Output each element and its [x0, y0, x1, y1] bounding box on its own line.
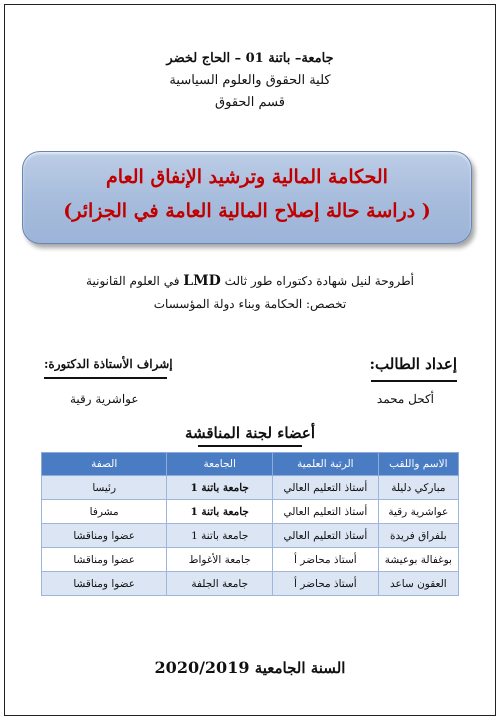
thesis-title-line1: الحكامة المالية وترشيد الإنفاق العام — [106, 166, 388, 188]
supervisor-label: إشراف الأستاذة الدكتورة: — [44, 357, 173, 371]
member-role: عضوا ومناقشا — [42, 524, 167, 548]
member-rank: أستاذ التعليم العالي — [273, 500, 379, 524]
member-rank: أستاذ محاضر أ — [273, 572, 379, 596]
academic-year-label: السنة الجامعية — [254, 659, 346, 677]
header-name: الاسم واللقب — [378, 453, 458, 476]
member-rank: أستاذ محاضر أ — [273, 548, 379, 572]
department-name: قسم الحقوق — [215, 95, 285, 110]
header-university: الجامعة — [167, 453, 273, 476]
table-row — [42, 476, 459, 500]
supervisor-label-underline — [44, 377, 167, 379]
thesis-title-line2: ( دراسة حالة إصلاح المالية العامة في الجزائر) — [63, 200, 431, 222]
supervisor-name: عواشرية رقية — [70, 392, 139, 406]
faculty-name: كلية الحقوق والعلوم السياسية — [169, 73, 331, 88]
table-row — [42, 548, 459, 572]
member-name: بلفراق فريدة — [378, 524, 458, 548]
member-university: جامعة باتنة 1 — [167, 500, 273, 524]
member-university: جامعة باتنة 1 — [167, 476, 273, 500]
university-name: جامعة– باتنة 01 – الحاج لخضر — [166, 51, 334, 66]
committee-table — [41, 452, 459, 596]
member-rank: أستاذ التعليم العالي — [273, 476, 379, 500]
header-role: الصفة — [42, 453, 167, 476]
academic-year-value: 2020/2019 — [154, 658, 250, 677]
table-row — [42, 572, 459, 596]
title-box — [22, 151, 472, 244]
committee-heading-underline — [198, 445, 302, 447]
member-role: عضوا ومناقشا — [42, 548, 167, 572]
header-rank: الرتبة العلمية — [273, 453, 379, 476]
member-university: جامعة الأغواط — [167, 548, 273, 572]
table-row — [42, 500, 459, 524]
specialty-line: تخصص: الحكامة وبناء دولة المؤسسات — [153, 297, 347, 311]
member-role: رئيسا — [42, 476, 167, 500]
degree-suffix: في العلوم القانونية — [86, 274, 180, 288]
degree-line — [0, 273, 500, 289]
degree-lmd: LMD — [183, 273, 221, 289]
member-name: عواشرية رقية — [378, 500, 458, 524]
table-row — [42, 524, 459, 548]
member-name: العقون ساعد — [378, 572, 458, 596]
student-label: إعداد الطالب: — [369, 355, 457, 373]
student-name: أكحل محمد — [376, 392, 434, 406]
member-university: جامعة باتنة 1 — [167, 524, 273, 548]
member-role: مشرفا — [42, 500, 167, 524]
committee-heading: أعضاء لجنة المناقشة — [184, 424, 316, 442]
member-university: جامعة الجلفة — [167, 572, 273, 596]
student-label-underline — [371, 380, 457, 382]
member-rank: أستاذ التعليم العالي — [273, 524, 379, 548]
member-role: عضوا ومناقشا — [42, 572, 167, 596]
academic-year — [0, 658, 500, 677]
degree-prefix: أطروحة لنيل شهادة دكتوراه طور ثالث — [224, 274, 414, 288]
member-name: بوغفالة بوعيشة — [378, 548, 458, 572]
member-name: مباركي دليلة — [378, 476, 458, 500]
table-header-row — [42, 453, 459, 476]
